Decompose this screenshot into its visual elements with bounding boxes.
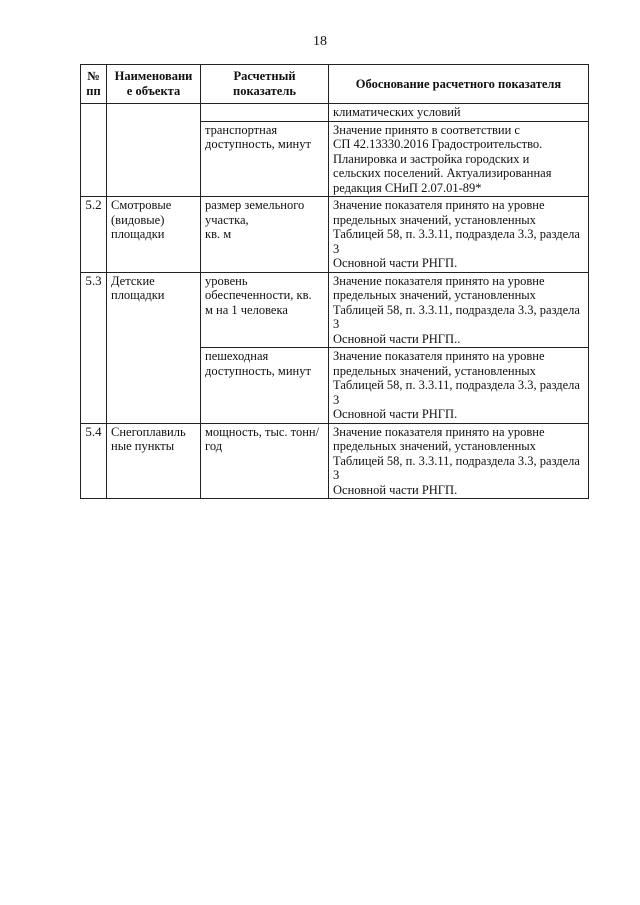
cell-name: Смотровые (видовые) площадки [107, 197, 201, 273]
indicators-table [80, 64, 589, 499]
header-indicator: Расчетный показатель [201, 65, 329, 104]
cell-justification: Значение показателя принято на уровне предельных значений, установленных Таблицей 58, п. 3.3.11, подраздела 3.3, раздела 3 Основной части РНГП.. [329, 272, 589, 348]
cell-justification: климатических условий [329, 104, 589, 122]
header-justification: Обоснование расчетного показателя [329, 65, 589, 104]
cell-justification: Значение принято в соответствии с СП 42.13330.2016 Градостроительство. Планировка и застройка городских и сельских поселений. Актуализированная редакция СНиП 2.07.01-89* [329, 121, 589, 197]
table-row [81, 104, 589, 122]
cell-justification: Значение показателя принято на уровне предельных значений, установленных Таблицей 58, п. 3.3.11, подраздела 3.3, раздела 3 Основной части РНГП. [329, 423, 589, 499]
table-row [81, 197, 589, 273]
cell-num: 5.2 [81, 197, 107, 273]
cell-justification: Значение показателя принято на уровне предельных значений, установленных Таблицей 58, п. 3.3.11, подраздела 3.3, раздела 3 Основной части РНГП. [329, 197, 589, 273]
table-row [81, 423, 589, 499]
header-name: Наименовани е объекта [107, 65, 201, 104]
table-row [81, 272, 589, 348]
table-header-row [81, 65, 589, 104]
cell-justification: Значение показателя принято на уровне предельных значений, установленных Таблицей 58, п. 3.3.11, подраздела 3.3, раздела 3 Основной части РНГП. [329, 348, 589, 424]
cell-indicator: мощность, тыс. тонн/ год [201, 423, 329, 499]
cell-num: 5.3 [81, 272, 107, 423]
cell-indicator: уровень обеспеченности, кв. м на 1 человека [201, 272, 329, 348]
cell-num: 5.4 [81, 423, 107, 499]
page-number: 18 [313, 34, 327, 49]
cell-indicator: транспортная доступность, минут [201, 121, 329, 197]
header-num: № пп [81, 65, 107, 104]
cell-name: Снегоплавиль ные пункты [107, 423, 201, 499]
cell-name [107, 104, 201, 197]
cell-indicator: пешеходная доступность, минут [201, 348, 329, 424]
cell-indicator [201, 104, 329, 122]
cell-indicator: размер земельного участка, кв. м [201, 197, 329, 273]
cell-num [81, 104, 107, 197]
cell-name: Детские площадки [107, 272, 201, 423]
